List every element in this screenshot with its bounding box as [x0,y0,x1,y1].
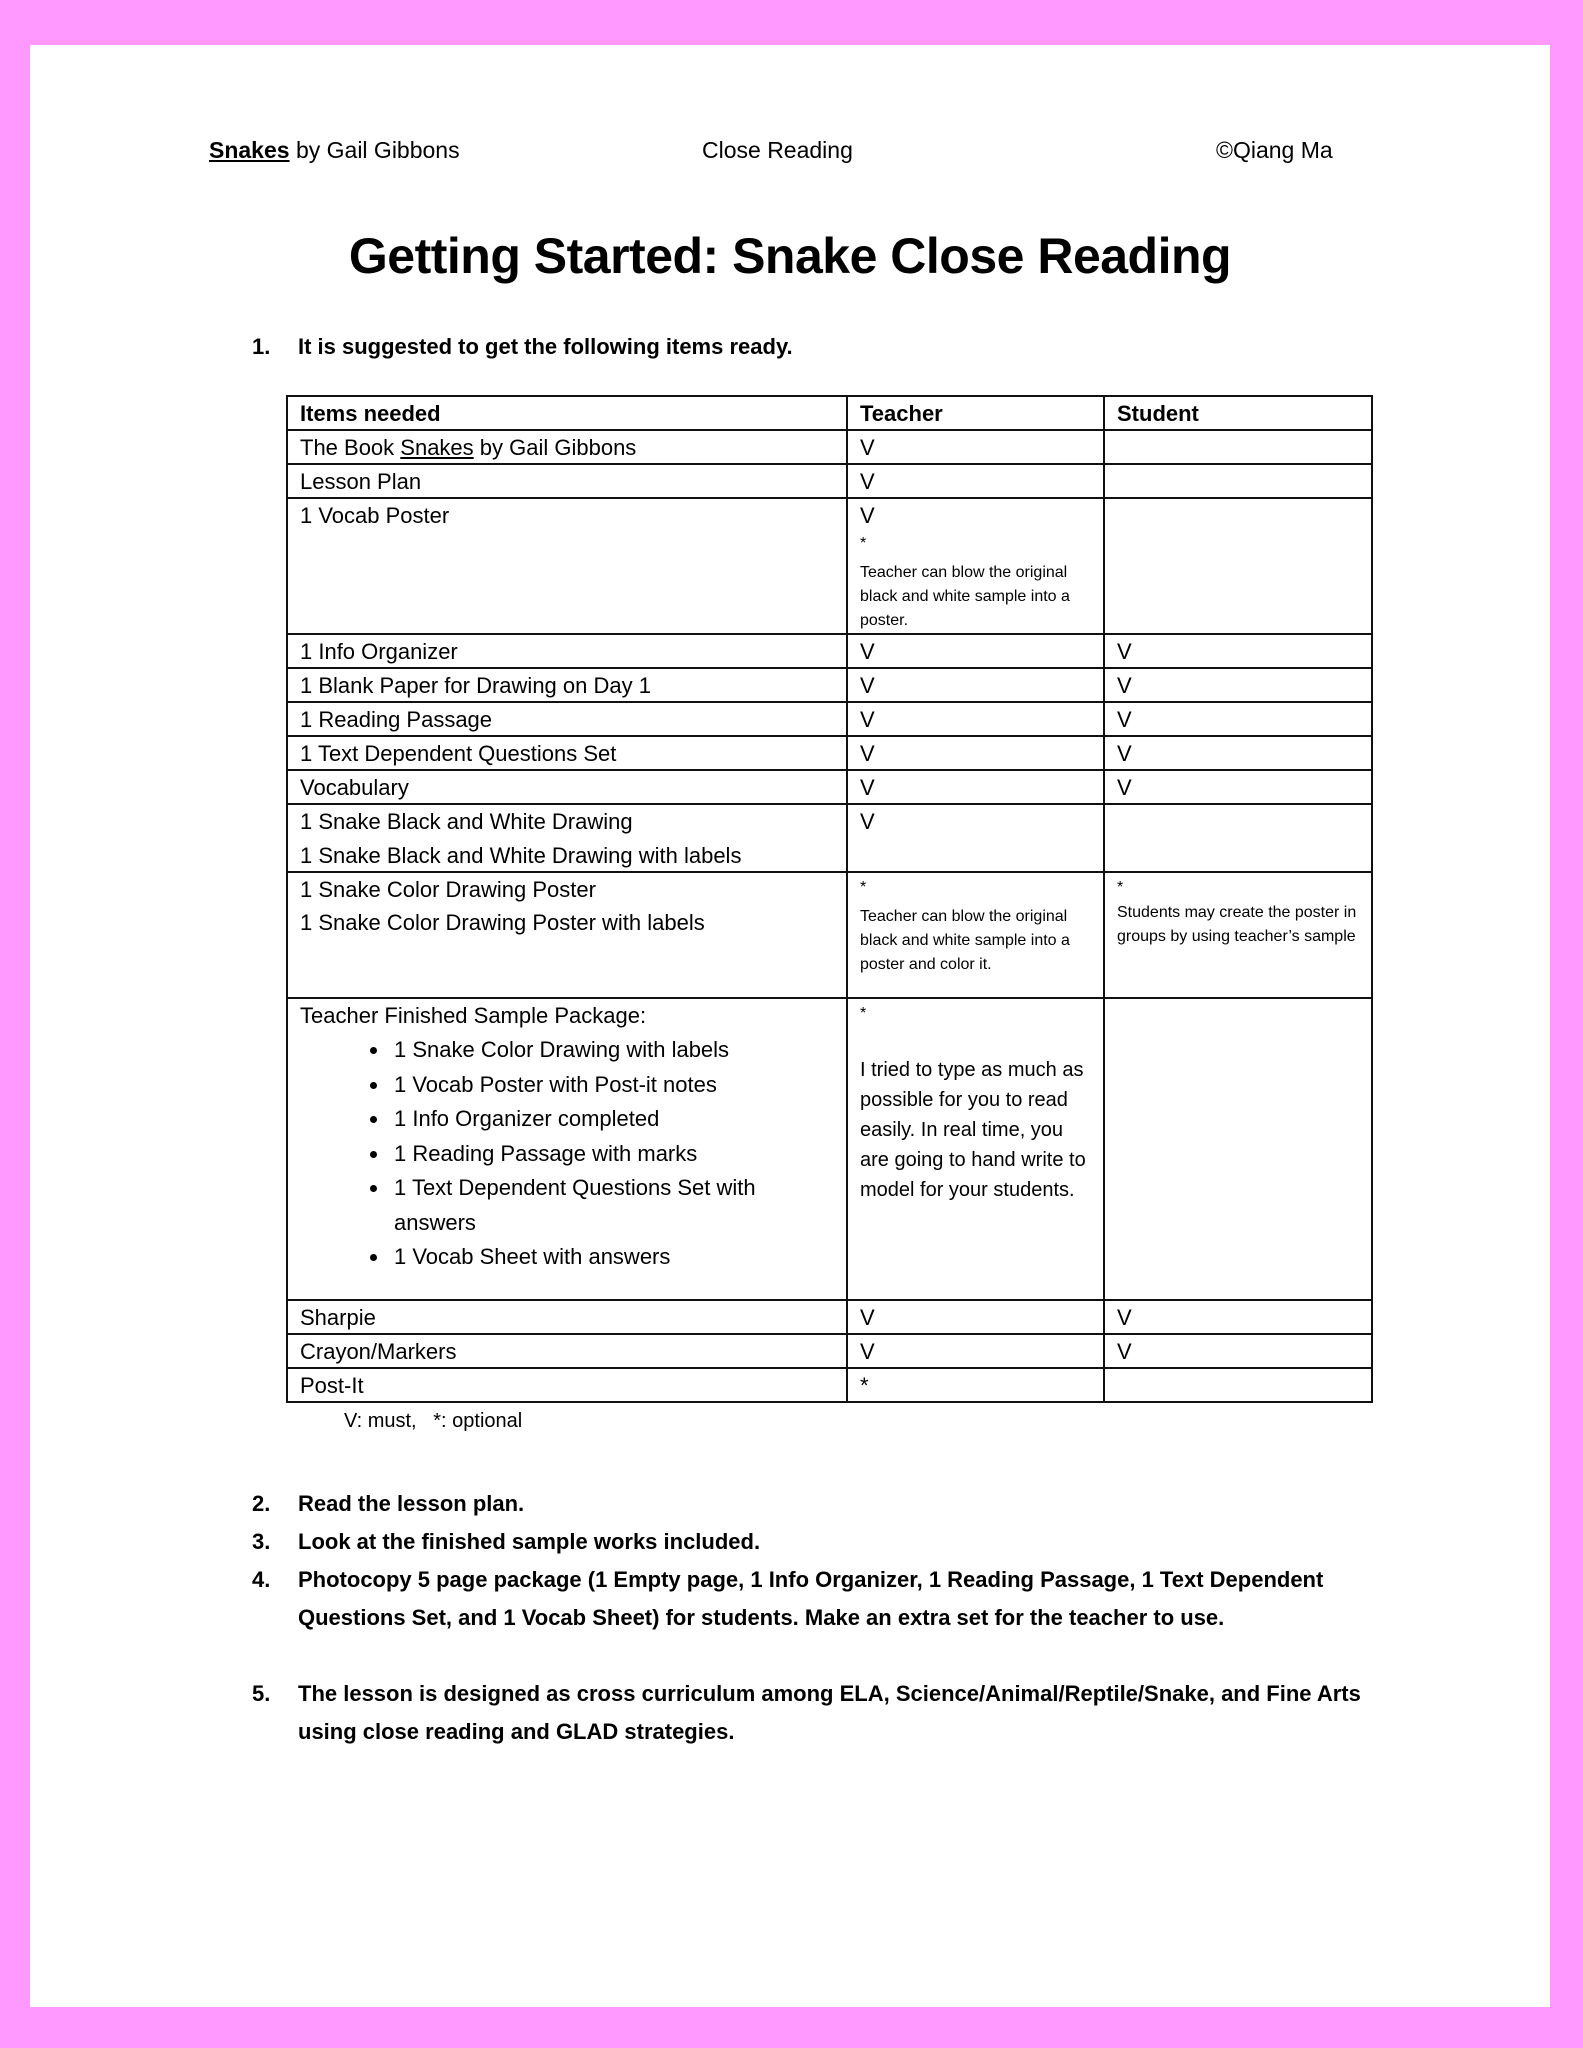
item-line: 1 Snake Black and White Drawing [300,809,633,834]
item-cell: Post-It [287,1368,847,1402]
teacher-cell: V [847,804,1104,872]
table-row [287,464,1372,498]
package-item: • 1 Vocab Sheet with answers [390,1240,834,1275]
step-1 [252,328,793,366]
table-row [287,736,1372,770]
item-line: 1 Snake Color Drawing Poster [300,877,596,902]
step-text: Read the lesson plan. [298,1491,525,1516]
item-cell [287,872,847,998]
item-text: by Gail Gibbons [473,435,637,460]
table-row [287,998,1372,1300]
step-5 [252,1675,1392,1751]
student-cell [1104,804,1372,872]
step-number: 1. [252,334,271,359]
student-cell: V [1104,1300,1372,1334]
table-row [287,668,1372,702]
package-item: • 1 Text Dependent Questions Set with answers [390,1171,834,1240]
teacher-cell: V [847,668,1104,702]
table-row [287,1334,1372,1368]
item-cell: Sharpie [287,1300,847,1334]
teacher-note: Teacher can blow the original black and white sample into a poster and color it. [860,908,1070,973]
student-cell [1104,1368,1372,1402]
table-row [287,1368,1372,1402]
step-number: 3. [252,1529,271,1554]
item-heading: Teacher Finished Sample Package: [300,1003,647,1028]
table-row [287,634,1372,668]
item-line: 1 Snake Color Drawing Poster with labels [300,910,705,935]
teacher-cell [847,872,1104,998]
student-cell [1104,998,1372,1300]
item-cell: 1 Info Organizer [287,634,847,668]
page-header [30,137,1550,169]
item-cell: Vocabulary [287,770,847,804]
item-cell: 1 Reading Passage [287,702,847,736]
optional-mark: * [1117,879,1124,896]
student-cell [1104,872,1372,998]
step-text: Look at the finished sample works included. [298,1529,761,1554]
student-cell: V [1104,702,1372,736]
table-row [287,770,1372,804]
teacher-cell: V [847,634,1104,668]
student-cell: V [1104,770,1372,804]
page-title: Getting Started: Snake Close Reading [348,228,1232,284]
teacher-cell: V [847,430,1104,464]
items-table [286,395,1373,1403]
step-number: 2. [252,1491,271,1516]
teacher-cell: V [847,1334,1104,1368]
table-row [287,804,1372,872]
item-cell: 1 Text Dependent Questions Set [287,736,847,770]
package-item: • 1 Snake Color Drawing with labels [390,1033,834,1068]
step-2 [252,1485,1392,1523]
teacher-cell: V [847,1300,1104,1334]
table-header-row [287,396,1372,430]
item-cell: Lesson Plan [287,464,847,498]
package-list [300,1033,834,1275]
teacher-cell: V [847,702,1104,736]
optional-mark: * [860,535,867,552]
header-copyright: ©Qiang Ma [1216,137,1333,163]
step-text: The lesson is designed as cross curriculum among ELA, Science/Animal/Reptile/Snake, and Fine Arts using close reading and GLAD strategies. [298,1681,1361,1744]
step-number: 5. [252,1681,271,1706]
item-cell [287,998,847,1300]
student-cell [1104,498,1372,634]
teacher-cell: * [847,1368,1104,1402]
teacher-cell [847,498,1104,634]
step-text: Photocopy 5 page package (1 Empty page, 1 Info Organizer, 1 Reading Passage, 1 Text Dependent Questions Set, and 1 Vocab Sheet) for students. Make an extra set for the teacher to use. [298,1567,1324,1630]
table-row [287,498,1372,634]
teacher-cell: V [847,464,1104,498]
teacher-cell [847,998,1104,1300]
document-page [30,45,1550,2007]
optional-mark: * [860,1005,867,1022]
teacher-mark: V [860,503,875,528]
optional-mark: * [860,879,867,896]
item-line: 1 Snake Black and White Drawing with labels [300,843,742,868]
teacher-cell: V [847,770,1104,804]
item-book-title: Snakes [400,435,474,460]
student-cell [1104,464,1372,498]
item-cell: 1 Vocab Poster [287,498,847,634]
header-teacher: Teacher [847,396,1104,430]
teacher-cell: V [847,736,1104,770]
table-row [287,702,1372,736]
step-number: 4. [252,1567,271,1592]
step-text: It is suggested to get the following items ready. [298,334,793,359]
student-note: Students may create the poster in groups by using teacher’s sample [1117,904,1357,945]
header-items-needed: Items needed [287,396,847,430]
teacher-note: I tried to type as much as possible for you to read easily. In real time, you are going to hand write to model for your students. [860,1059,1086,1201]
item-cell: Crayon/Markers [287,1334,847,1368]
step-4 [252,1561,1392,1637]
header-book-author: by Gail Gibbons [289,137,460,163]
table-row [287,872,1372,998]
header-book-credit [209,137,460,164]
student-cell: V [1104,668,1372,702]
item-cell: 1 Blank Paper for Drawing on Day 1 [287,668,847,702]
header-subject: Close Reading [702,137,853,163]
table-row [287,430,1372,464]
item-cell [287,804,847,872]
student-cell [1104,430,1372,464]
student-cell: V [1104,1334,1372,1368]
step-3 [252,1523,1392,1561]
student-cell: V [1104,736,1372,770]
header-book-title: Snakes [209,137,290,163]
package-item: • 1 Vocab Poster with Post-it notes [390,1068,834,1103]
student-cell: V [1104,634,1372,668]
table-row [287,1300,1372,1334]
package-item: • 1 Reading Passage with marks [390,1137,834,1172]
header-student: Student [1104,396,1372,430]
item-cell [287,430,847,464]
table-legend: V: must, *: optional [344,1410,523,1432]
teacher-note: Teacher can blow the original black and white sample into a poster. [860,564,1070,629]
item-text: The Book [300,435,401,460]
package-item: • 1 Info Organizer completed [390,1102,834,1137]
